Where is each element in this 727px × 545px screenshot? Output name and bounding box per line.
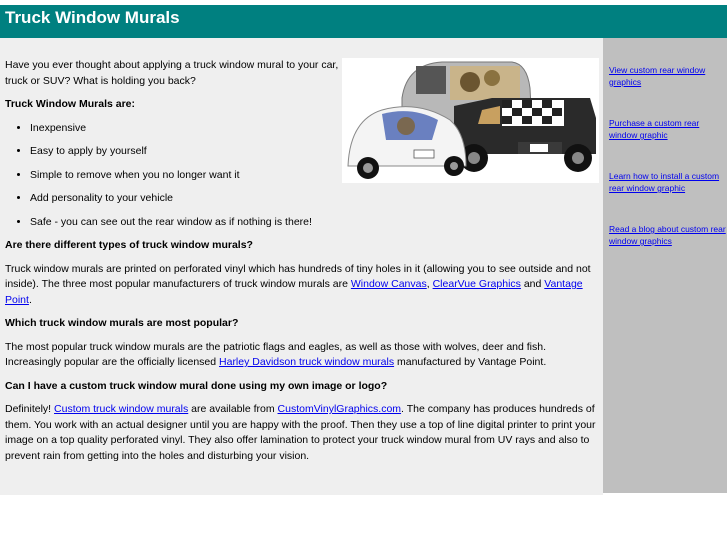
page-header bbox=[0, 5, 727, 38]
answer-text: Definitely! bbox=[5, 403, 55, 415]
separator-text: and bbox=[520, 278, 545, 290]
page-title: Truck Window Murals bbox=[5, 8, 180, 27]
question-heading: Are there different types of truck window murals? bbox=[5, 239, 253, 251]
sidebar bbox=[603, 38, 727, 493]
blog-custom-graphics-link[interactable]: Read a blog about custom rear window graphics bbox=[609, 224, 726, 246]
answer-text: are available from bbox=[188, 403, 278, 415]
list-item: • Simple to remove when you no longer want it bbox=[30, 168, 603, 184]
list-item: • Safe - you can see out the rear window as if nothing is there! bbox=[30, 215, 603, 231]
answer-paragraph bbox=[5, 262, 603, 309]
customvinylgraphics-link[interactable]: CustomVinylGraphics.com bbox=[277, 403, 402, 415]
end-text: manufactured by Vantage Point. bbox=[394, 356, 547, 368]
purchase-custom-graphic-link[interactable]: Purchase a custom rear window graphic bbox=[609, 118, 700, 140]
vantage-point-link[interactable]: Vantage Point bbox=[5, 278, 583, 306]
custom-murals-link[interactable]: Custom truck window murals bbox=[54, 403, 189, 415]
vehicles-photo bbox=[342, 58, 599, 183]
question-heading: Which truck window murals are most popular? bbox=[5, 317, 239, 329]
list-item: • Add personality to your vehicle bbox=[30, 191, 603, 207]
list-heading: Truck Window Murals are: bbox=[5, 98, 136, 110]
clearvue-graphics-link[interactable]: ClearVue Graphics bbox=[432, 278, 521, 290]
list-item: • Easy to apply by yourself bbox=[30, 144, 603, 160]
view-custom-graphics-link[interactable]: View custom rear window graphics bbox=[609, 65, 706, 87]
window-canvas-link[interactable]: Window Canvas bbox=[350, 278, 427, 290]
question-heading: Can I have a custom truck window mural done using my own image or logo? bbox=[5, 379, 388, 392]
separator-text: , bbox=[426, 278, 433, 290]
end-text: . The company has produces hundreds of them. You work with an actual designer until you are happy with the proof. Then they use a top of line digital printer to print your image on a top quality perforated vinyl. They also offer lamination to protect your truck window mural from UV rays and also to prevent rain from getting into the holes and disturbing your vision. bbox=[5, 403, 596, 462]
vehicles-image bbox=[342, 58, 599, 183]
answer-paragraph bbox=[5, 402, 603, 464]
intro-text: Have you ever thought about applying a truck window mural to your car, truck or SUV? What is holding you back? bbox=[5, 59, 339, 87]
harley-davidson-link[interactable]: Harley Davidson truck window murals bbox=[219, 356, 395, 368]
install-custom-graphic-link[interactable]: Learn how to install a custom rear window graphic bbox=[609, 171, 720, 193]
answer-paragraph bbox=[5, 340, 603, 371]
end-text: . bbox=[28, 293, 32, 306]
list-item: • Inexpensive bbox=[30, 121, 603, 137]
main-content-area bbox=[0, 38, 603, 495]
answer-text: Truck window murals are printed on perforated vinyl which has hundreds of tiny holes in it (allowing you to see outside and not inside). The three most popular manufacturers of truck window murals are bbox=[5, 262, 591, 290]
answer-text: The most popular truck window murals are the patriotic flags and eagles, as well as those with wolves, deer and fish. Increasingly popular are the officially licensed bbox=[5, 340, 547, 368]
